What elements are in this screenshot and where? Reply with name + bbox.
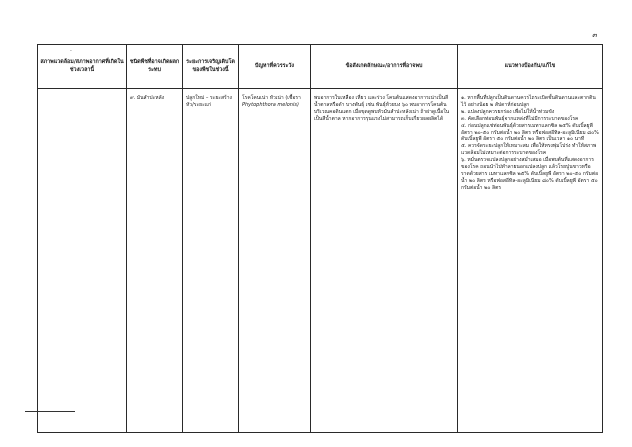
measure-item: ๒. แปลงปลูกควรยกร่อง เพื่อไม่ให้น้ำท่วมขัง <box>461 108 555 115</box>
cell-observation: พบอาการใบเหลือง เหี่ยว และร่วง โคนต้นแสดงอาการเน่าเป็นสีน้ำตาลหรือดำ บางพันธุ์ เช่น พันธุ์ห้วยบง ๖๐ พบอาการโคนต้นบริเวณคอดินแตก เมื่อขุดดูพบหัวมันสำปะหลังเน่า ถ้าผ่าดูเนื้อในเป็นสีน้ำตาล หากอาการรุนแรงไม่สามารถเก็บเกี่ยวผลผลิตได้ <box>311 89 458 433</box>
table-row <box>38 89 603 433</box>
measure-item: ๔. ก่อนปลูกแช่ท่อนพันธุ์ด้วยสารเมทาแลกซิล ๒๕% ดับเบิ้ลยูพี อัตรา ๒๐-๕๐ กรัมต่อน้ำ ๒๐ ลิตร หรือฟอสอีทิล-อะลูมิเนียม ๘๐% ดับเบิ้ลยูพี อัตรา ๕๐ กรัมต่อน้ำ ๒๐ ลิตร เป็นเวลา ๑๐ นาที <box>461 122 599 143</box>
cell-crop: ๙. มันสำปะหลัง <box>127 89 183 433</box>
cell-measures <box>458 89 603 433</box>
cell-problem <box>239 89 311 433</box>
header-environment: สภาพแวดล้อม/สภาพอากาศที่เกิดในช่วงเวลานี้ <box>38 45 127 89</box>
header-growth-stage: ระยะการเจริญเติบโตของพืชในช่วงนี้ <box>183 45 239 89</box>
header-problem: ปัญหาที่ควรระวัง <box>239 45 311 89</box>
measure-item: ๓. คัดเลือกท่อนพันธุ์จากแหล่งที่ไม่มีการระบาดของโรค <box>461 115 579 122</box>
table-header-row <box>38 45 603 89</box>
header-observation: ข้อสังเกตลักษณะ/อาการที่อาจพบ <box>311 45 458 89</box>
measure-item: ๑. หากพื้นที่ปลูกเป็นดินดานควรไถระเบิดชั้นดินดานและตากดินไว้ อย่างน้อย ๒ สัปดาห์ก่อนปลูก <box>461 95 596 108</box>
hazard-table <box>37 44 603 433</box>
problem-text: โรคโคนเน่า หัวเน่า (เชื้อรา <box>242 95 301 101</box>
cell-growth-stage: ปลูกใหม่ – ระยะสร้างหัว/ระยะแก่ <box>183 89 239 433</box>
header-measures: แนวทางป้องกัน/แก้ไข <box>458 45 603 89</box>
header-crop: ชนิดพืชที่อาจเกิดผลกระทบ <box>127 45 183 89</box>
cell-environment <box>38 89 127 433</box>
footer-rule <box>25 411 75 412</box>
page-number: ๓ <box>592 31 597 39</box>
measure-item: ๖. หมั่นตรวจแปลงปลูกอย่างสม่ำเสมอ เมื่อพบต้นที่แสดงอาการของโรค ถอนนำไปทำลายนอกแปลงปลูก แล้วโรยปูนขาวหรือราดด้วยสาร เมทาแลกซิล ๒๕% ดับเบิ้ลยูพี อัตรา ๒๐-๕๐ กรัมต่อน้ำ ๒๐ ลิตร หรือฟอสอีทิล-อะลูมิเนียม ๘๐% ดับเบิ้ลยูพี อัตรา ๕๐ กรัมต่อน้ำ ๒๐ ลิตร <box>461 157 599 191</box>
top-mark: - <box>70 48 72 54</box>
measure-item: ๕. ควรจัดระยะปลูกให้เหมาะสม เพื่อให้ทรงพุ่มโปร่ง ทำให้สภาพแวดล้อมไม่เหมาะต่อการระบาดของโรค <box>461 143 597 157</box>
pathogen-scientific-name: Phytophthora melonis) <box>242 101 299 108</box>
